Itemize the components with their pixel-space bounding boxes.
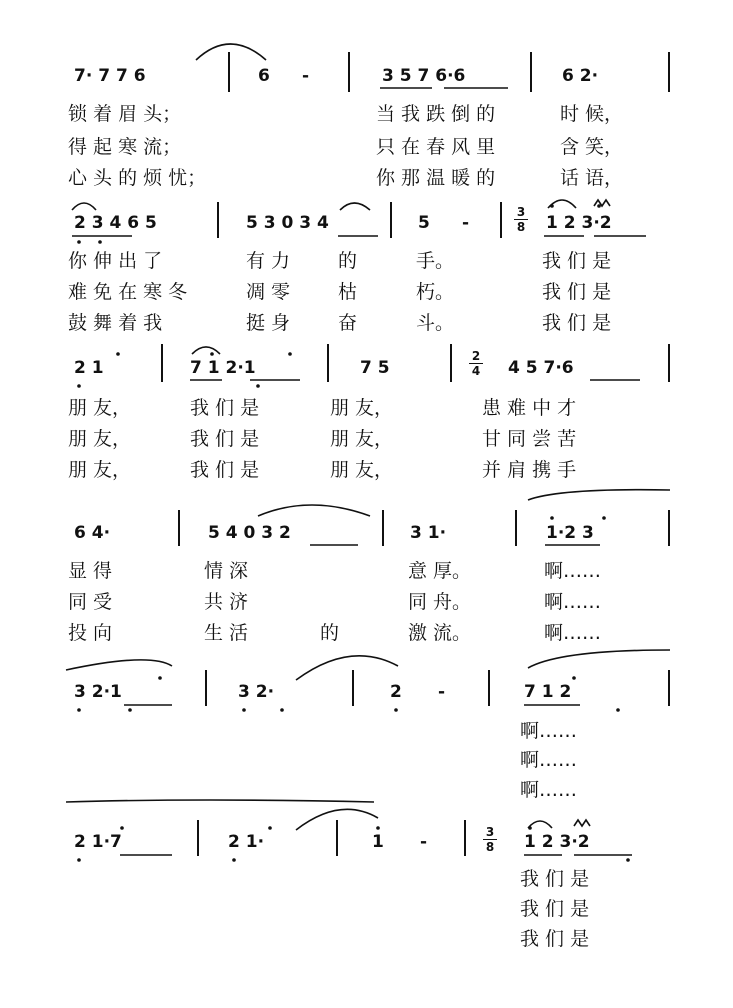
lyric-line: 斗。	[416, 312, 455, 334]
barline	[488, 670, 490, 706]
note-group: 3 5 7 6·6	[382, 66, 466, 86]
lyric-line: 话 语，	[560, 167, 624, 189]
mordent-mark	[594, 200, 610, 206]
barline	[228, 52, 230, 92]
barline	[668, 510, 670, 546]
lyric-line: 我 们 是	[542, 281, 612, 303]
lyric-line: 含 笑，	[560, 136, 624, 158]
lyric-line: 我 们 是	[520, 898, 590, 920]
lyric-line: 朋 友，	[330, 459, 394, 481]
note-group: 4 5 7·6	[508, 358, 574, 378]
lyric-line: 显 得	[68, 560, 113, 582]
lyric-line: 情 深	[204, 560, 249, 582]
note-group: 1	[372, 832, 384, 852]
barline	[336, 820, 338, 856]
lyric-line: 朋 友，	[68, 459, 132, 481]
barline	[382, 510, 384, 546]
note-group: 2 1·	[228, 832, 265, 852]
lyric-line: 生 活	[204, 622, 249, 644]
lyric-line: 只 在 春 风 里	[376, 136, 496, 158]
note-group: 1·2 3	[546, 523, 594, 543]
barline	[178, 510, 180, 546]
lyric-line: 你 伸 出 了	[68, 250, 163, 272]
note-group: 7 5	[360, 358, 390, 378]
lyric-line: 我 们 是	[190, 397, 260, 419]
note-group: 2 1·7	[74, 832, 122, 852]
barline	[464, 820, 466, 856]
note-group: 1 2 3·2	[546, 213, 612, 233]
note-group: -	[462, 213, 470, 233]
lyric-line: 的	[338, 250, 358, 272]
barline	[668, 52, 670, 92]
time-signature: 2 4	[468, 350, 484, 377]
note-group: 6	[258, 66, 270, 86]
lyric-line: 手。	[416, 250, 455, 272]
tie-arc	[66, 800, 374, 802]
lyric-line: 啊……	[544, 622, 602, 644]
note-group: 6 2·	[562, 66, 599, 86]
lyric-line: 凋 零	[246, 281, 291, 303]
lyric-line: 啊……	[544, 591, 602, 613]
note-group: 2 3 4 6 5	[74, 213, 157, 233]
note-group: 2	[390, 682, 402, 702]
barline	[500, 202, 502, 238]
lyric-line: 锁 着 眉 头；	[68, 103, 182, 125]
lyric-line: 啊……	[520, 779, 578, 801]
lyric-line: 共 济	[204, 591, 249, 613]
lyric-line: 我 们 是	[190, 459, 260, 481]
lyric-line: 我 们 是	[190, 428, 260, 450]
lyric-line: 患 难 中 才	[482, 397, 577, 419]
lyric-line: 并 肩 携 手	[482, 459, 577, 481]
tie-arc	[66, 660, 172, 670]
barline	[530, 52, 532, 92]
lyric-line: 啊……	[520, 720, 578, 742]
note-group: 7· 7 7 6	[74, 66, 146, 86]
slur-arc	[340, 203, 370, 210]
tie-arc	[528, 650, 670, 668]
lyric-line: 朋 友，	[68, 397, 132, 419]
note-group: 3 2·	[238, 682, 275, 702]
barline	[197, 820, 199, 856]
lyric-line: 奋	[338, 312, 358, 334]
lyric-line: 我 们 是	[520, 868, 590, 890]
slur-arc	[548, 200, 576, 208]
note-group: 2 1	[74, 358, 104, 378]
barline	[668, 670, 670, 706]
barline	[205, 670, 207, 706]
slur-arc	[528, 821, 552, 828]
lyric-line: 啊……	[520, 749, 578, 771]
tie-arc	[196, 44, 266, 60]
note-group: -	[420, 832, 428, 852]
barline	[217, 202, 219, 238]
lyric-line: 我 们 是	[520, 928, 590, 950]
lyric-line: 朽。	[416, 281, 455, 303]
note-group: 1 2 3·2	[524, 832, 590, 852]
lyric-line: 鼓 舞 着 我	[68, 312, 163, 334]
slur-arc	[192, 347, 220, 354]
note-group: 3 1·	[410, 523, 447, 543]
lyric-line: 意 厚。	[408, 560, 472, 582]
barline	[515, 510, 517, 546]
barline	[450, 344, 452, 382]
lyric-line: 朋 友，	[330, 428, 394, 450]
barline	[327, 344, 329, 382]
mordent-mark	[574, 820, 590, 826]
note-group: 5 3 0 3 4	[246, 213, 329, 233]
time-signature: 3 8	[513, 206, 529, 233]
lyric-line: 甘 同 尝 苦	[482, 428, 577, 450]
lyric-line: 我 们 是	[542, 312, 612, 334]
note-group: 7 1 2·1	[190, 358, 256, 378]
barline	[161, 344, 163, 382]
note-group: 3 2·1	[74, 682, 122, 702]
lyric-line: 我 们 是	[542, 250, 612, 272]
lyric-line: 难 免 在 寒 冬	[68, 281, 188, 303]
lyric-line: 得 起 寒 流；	[68, 136, 182, 158]
lyric-line: 朋 友，	[68, 428, 132, 450]
note-group: 6 4·	[74, 523, 111, 543]
note-group: 5	[418, 213, 430, 233]
barline	[348, 52, 350, 92]
lyric-line: 投 向	[68, 622, 113, 644]
note-group: -	[438, 682, 446, 702]
lyric-line: 朋 友，	[330, 397, 394, 419]
time-signature: 3 8	[482, 826, 498, 853]
lyric-line: 激 流。	[408, 622, 472, 644]
lyric-line: 当 我 跌 倒 的	[376, 103, 496, 125]
lyric-line: 的	[320, 622, 340, 644]
lyric-line: 枯	[338, 281, 358, 303]
lyric-line: 同 舟。	[408, 591, 472, 613]
tie-arc	[528, 490, 670, 500]
lyric-line: 啊……	[544, 560, 602, 582]
lyric-line: 心 头 的 烦 忧；	[68, 167, 207, 189]
note-group: 7 1 2	[524, 682, 572, 702]
slur-arc	[72, 203, 96, 210]
note-group: -	[302, 66, 310, 86]
lyric-line: 有 力	[246, 250, 291, 272]
lyric-line: 挺 身	[246, 312, 291, 334]
barline	[668, 344, 670, 382]
tie-arc	[296, 656, 398, 680]
note-group: 5 4 0 3 2	[208, 523, 291, 543]
lyric-line: 你 那 温 暖 的	[376, 167, 496, 189]
barline	[352, 670, 354, 706]
barline	[390, 202, 392, 238]
lyric-line: 时 候，	[560, 103, 624, 125]
lyric-line: 同 受	[68, 591, 113, 613]
slur-arc	[258, 505, 370, 516]
